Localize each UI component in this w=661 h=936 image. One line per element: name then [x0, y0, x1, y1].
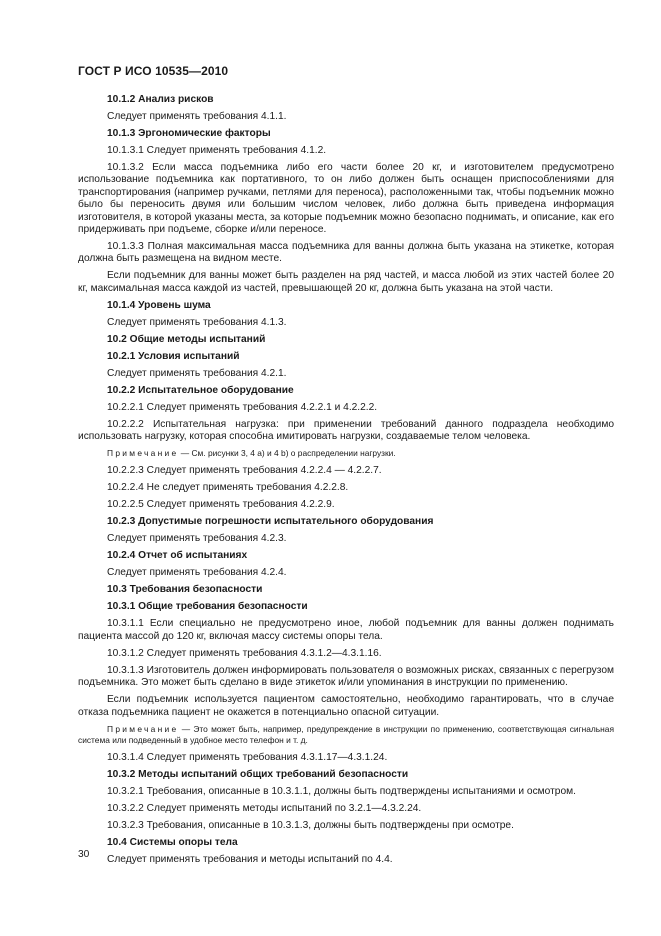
paragraph: 10.3.1.4 Следует применять требования 4.3.1.17—4.3.1.24.	[107, 752, 388, 764]
section-heading: 10.2.2 Испытательное оборудование	[107, 384, 294, 396]
paragraph: 10.3.1.3 Изготовитель должен информировать пользователя о возможных рисках, связанных с перегрузом подъемника. Это может быть сделано в виде этикеток и/или упоминания в инструкции по применению.	[78, 664, 614, 689]
document-header: ГОСТ Р ИСО 10535—2010	[78, 64, 229, 78]
section-heading: 10.2 Общие методы испытаний	[107, 333, 266, 345]
paragraph: 10.3.2.2 Следует применять методы испытаний по 3.2.1—4.3.2.24.	[107, 803, 422, 815]
paragraph: 10.2.2.5 Следует применять требования 4.2.2.9.	[107, 499, 335, 511]
paragraph: 10.2.2.3 Следует применять требования 4.2.2.4 — 4.2.2.7.	[107, 465, 382, 477]
paragraph: Следует применять требования 4.1.1.	[107, 111, 287, 122]
paragraph: 10.1.3.3 Полная максимальная масса подъемника для ванны должна быть указана на этикетке, которая должна быть размещена на видном месте.	[78, 241, 614, 265]
paragraph: 10.1.3.2 Если масса подъемника либо его части более 20 кг, и изготовителем предусмотрено использование подъемника как портативного, то он либо должен быть оснащен приспособлениями для транспортирования (например ручками, петлями для переноса), расположенными так, чтобы подъемник можно было бы переносить двумя или большим числом человек, либо должна быть приведена информация изготовителя, в которой указаны места, за которые подъемник можно безопасно поднимать, и описание, как его придерживать при подъеме, сборке и/или переносе.	[78, 162, 614, 236]
paragraph: Следует применять требования 4.2.3.	[107, 533, 287, 545]
paragraph: 10.1.3.1 Следует применять требования 4.1.2.	[107, 145, 327, 156]
paragraph: Если подъемник для ванны может быть разделен на ряд частей, и масса любой из этих частей более 20 кг, максимальная масса каждой из частей, превышающей 20 кг, должна быть указана на этой части.	[78, 270, 614, 294]
section-heading: 10.1.3 Эргономические факторы	[107, 128, 271, 139]
paragraph: Следует применять требования 4.2.1.	[107, 367, 287, 379]
note-label: Примечание	[107, 448, 179, 459]
paragraph: 10.2.2.4 Не следует применять требования 4.2.2.8.	[107, 482, 349, 494]
paragraph: Следует применять требования 4.1.3.	[107, 316, 287, 328]
section-heading: 10.2.3 Допустимые погрешности испытательного оборудования	[107, 516, 434, 528]
section-heading: 10.3.2 Методы испытаний общих требований безопасности	[107, 769, 409, 781]
document-body	[78, 94, 614, 871]
section-heading: 10.1.2 Анализ рисков	[107, 94, 214, 105]
paragraph: 10.3.1.2 Следует применять требования 4.3.1.2—4.3.1.16.	[107, 647, 382, 659]
note-text: — Это может быть, например, предупреждение в инструкции по применению, соответствующая сигнальная система или подведенный в удобное место телефон и т. д.	[78, 723, 614, 745]
note-text: — См. рисунки 3, 4 а) и 4 b) о распределении нагрузки.	[178, 448, 396, 459]
page-number: 30	[78, 849, 90, 860]
paragraph: 10.2.2.1 Следует применять требования 4.2.2.1 и 4.2.2.2.	[107, 401, 378, 413]
paragraph: 10.2.2.2 Испытательная нагрузка: при применении требований данного подраздела необходимо использовать нагрузку, которая способна имитировать нагрузки, создаваемые телом человека.	[78, 418, 614, 443]
section-heading: 10.1.4 Уровень шума	[107, 299, 211, 311]
paragraph: Если подъемник используется пациентом самостоятельно, необходимо гарантировать, что в случае отказа подъемника пациент не окажется в потенциально опасной ситуации.	[78, 694, 614, 718]
note	[78, 448, 614, 459]
paragraph: 10.3.1.1 Если специально не предусмотрено иное, любой подъемник для ванны должен поднимать пациента массой до 120 кг, включая массу системы опоры тела.	[78, 618, 614, 642]
section-heading: 10.2.4 Отчет об испытаниях	[107, 550, 248, 562]
paragraph: Следует применять требования и методы испытаний по 4.4.	[107, 854, 393, 866]
section-heading: 10.4 Системы опоры тела	[107, 837, 238, 849]
paragraph: Следует применять требования 4.2.4.	[107, 567, 287, 579]
section-heading: 10.3.1 Общие требования безопасности	[107, 601, 308, 613]
paragraph: 10.3.2.1 Требования, описанные в 10.3.1.1, должны быть подтверждены испытаниями и осмотром.	[107, 786, 576, 798]
paragraph: 10.3.2.3 Требования, описанные в 10.3.1.3, должны быть подтверждены при осмотре.	[107, 820, 514, 832]
note-label: Примечание	[107, 723, 179, 734]
section-heading: 10.3 Требования безопасности	[107, 584, 263, 596]
note	[78, 724, 614, 746]
section-heading: 10.2.1 Условия испытаний	[107, 350, 240, 362]
